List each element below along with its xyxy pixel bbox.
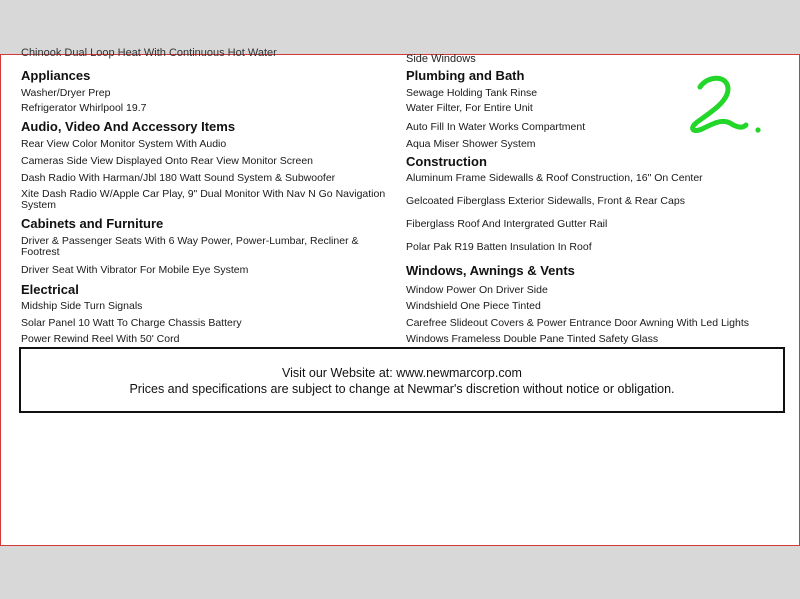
spec-item: Cameras Side View Displayed Onto Rear View Monitor Screen (21, 155, 313, 167)
spec-item: Window Power On Driver Side (406, 284, 548, 296)
spec-item: Xite Dash Radio W/Apple Car Play, 9" Dual Monitor With Nav N Go Navigation System (21, 188, 386, 211)
spec-item: Fiberglass Roof And Intergrated Gutter Rail (406, 218, 608, 230)
section-title-audio-video: Audio, Video And Accessory Items (21, 119, 236, 134)
spec-sheet-page (0, 47, 800, 546)
section-title-plumbing: Plumbing and Bath (406, 68, 525, 83)
spec-item: Gelcoated Fiberglass Exterior Sidewalls, Front & Rear Caps (406, 195, 685, 207)
section-title-appliances: Appliances (21, 68, 91, 83)
section-title-electrical: Electrical (21, 282, 79, 297)
spec-item: Windshield One Piece Tinted (406, 300, 541, 312)
spec-item: Power Rewind Reel With 50' Cord (21, 333, 180, 345)
website-disclaimer-box (19, 347, 785, 413)
handwritten-number-annotation (686, 71, 766, 136)
section-title-cabinets: Cabinets and Furniture (21, 216, 164, 231)
cutoff-header-right: Side Windows (406, 53, 476, 65)
spec-item: Aqua Miser Shower System (406, 138, 536, 150)
spec-item: Polar Pak R19 Batten Insulation In Roof (406, 241, 592, 253)
spec-item: Midship Side Turn Signals (21, 300, 143, 312)
cutoff-header-left: Chinook Dual Loop Heat With Continuous Hot Water (21, 47, 277, 59)
spec-item: Windows Frameless Double Pane Tinted Safety Glass (406, 333, 659, 345)
spec-item: Driver & Passenger Seats With 6 Way Power, Power-Lumbar, Recliner & Footrest (21, 235, 359, 258)
disclaimer-line: Prices and specifications are subject to change at Newmar's discretion without notice or obligation. (129, 382, 675, 396)
spec-item: Sewage Holding Tank Rinse (406, 87, 538, 99)
spec-item: Rear View Color Monitor System With Audio (21, 138, 227, 150)
section-title-windows: Windows, Awnings & Vents (406, 263, 575, 278)
spec-item: Water Filter, For Entire Unit (406, 102, 533, 114)
spec-item: Refrigerator Whirlpool 19.7 (21, 102, 147, 114)
spec-item: Aluminum Frame Sidewalls & Roof Construction, 16" On Center (406, 172, 703, 184)
spec-item: Dash Radio With Harman/Jbl 180 Watt Sound System & Subwoofer (21, 172, 336, 184)
spec-item: Driver Seat With Vibrator For Mobile Eye System (21, 264, 249, 276)
spec-item: Washer/Dryer Prep (21, 87, 111, 99)
spec-item: Carefree Slideout Covers & Power Entrance Door Awning With Led Lights (406, 317, 749, 329)
section-title-construction: Construction (406, 154, 487, 169)
website-line: Visit our Website at: www.newmarcorp.com (282, 366, 522, 380)
spec-item: Auto Fill In Water Works Compartment (406, 121, 586, 133)
spec-item: Solar Panel 10 Watt To Charge Chassis Battery (21, 317, 242, 329)
